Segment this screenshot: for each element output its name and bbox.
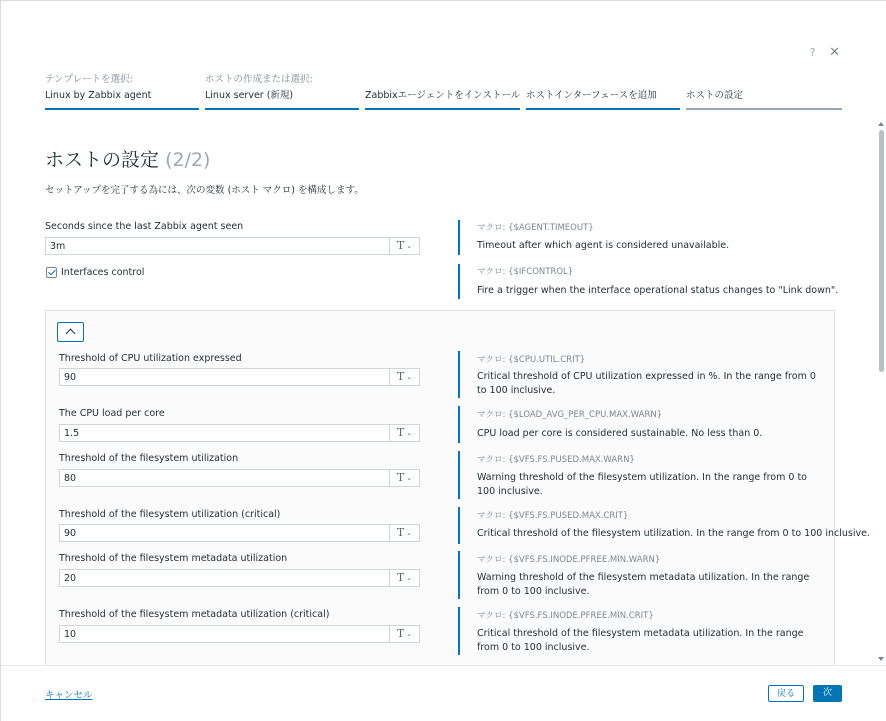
macro-name: マクロ: {$CPU.UTIL.CRIT}: [477, 355, 586, 365]
field-label: Seconds since the last Zabbix agent seen: [45, 221, 244, 232]
cpu-util-crit-input[interactable]: [60, 369, 393, 385]
macro-name: マクロ: {$LOAD_AVG_PER_CPU.MAX.WARN}: [477, 410, 663, 420]
macro-divider: [458, 406, 460, 443]
scroll-up-icon[interactable]: [878, 122, 884, 126]
fs-util-warn-field: [59, 469, 420, 487]
macro-name: マクロ: {$IFCONTROL}: [477, 267, 574, 277]
chevron-down-icon: ⌄: [406, 474, 413, 482]
scrollbar-thumb[interactable]: [879, 130, 884, 372]
step-add-interface[interactable]: [526, 74, 680, 110]
chevron-down-icon: ⌄: [406, 429, 413, 437]
close-icon[interactable]: ✕: [829, 45, 840, 60]
cpu-load-field: [59, 424, 420, 442]
step-value: Zabbixエージェントをインストール: [365, 90, 521, 101]
page-title: [45, 145, 210, 172]
checkbox-label: Interfaces control: [61, 267, 145, 278]
macro-name: マクロ: {$VFS.FS.INODE.PFREE.MIN.CRIT}: [477, 611, 654, 621]
step-create-host[interactable]: [205, 74, 359, 110]
step-value: ホストインターフェースを追加: [526, 90, 657, 101]
macro-description: Warning threshold of the filesystem metadata utilization. In the range from 0 to 100 inclusive.: [477, 572, 810, 597]
step-label: テンプレートを選択:: [45, 74, 133, 85]
field-label: Threshold of CPU utilization expressed: [59, 353, 242, 364]
agent-timeout-input[interactable]: [46, 238, 379, 254]
macro-description: Timeout after which agent is considered unavailable.: [477, 240, 730, 251]
fs-util-crit-field: [59, 524, 420, 542]
macro-type-button[interactable]: T ⌄: [389, 626, 419, 642]
step-label: ホストの作成または選択:: [205, 74, 313, 85]
field-label: Threshold of the filesystem utilization: [59, 453, 239, 464]
macro-divider: [458, 507, 460, 544]
next-button[interactable]: 次: [813, 685, 842, 702]
fs-inode-warn-input[interactable]: [60, 570, 393, 586]
macro-divider: [458, 551, 460, 599]
page-title-text: ホストの設定: [45, 149, 160, 171]
fs-util-crit-input[interactable]: [60, 525, 393, 541]
fs-inode-warn-field: [59, 569, 420, 587]
fs-inode-crit-field: [59, 625, 420, 643]
step-install-agent[interactable]: [365, 74, 520, 110]
dialog-actions: [800, 45, 840, 60]
chevron-down-icon: ⌄: [406, 574, 413, 582]
macro-divider: [458, 451, 460, 499]
macro-type-button[interactable]: T ⌄: [389, 525, 419, 541]
field-label: The CPU load per core: [59, 408, 165, 419]
back-button[interactable]: 戻る: [768, 685, 804, 702]
macro-type-button[interactable]: T ⌄: [389, 425, 419, 441]
macro-type-button[interactable]: T ⌄: [389, 470, 419, 486]
macro-type-button[interactable]: T ⌄: [389, 369, 419, 385]
collapse-button[interactable]: [57, 322, 84, 342]
macro-description: Critical threshold of CPU utilization expressed in %. In the range from 0 to 100 inclusive.: [477, 371, 816, 396]
chevron-down-icon: ⌄: [406, 529, 413, 537]
macro-name: マクロ: {$VFS.FS.PUSED.MAX.CRIT}: [477, 511, 629, 521]
chevron-down-icon: ⌄: [406, 242, 413, 250]
macro-divider: [458, 264, 460, 299]
macro-description: Warning threshold of the filesystem utilization. In the range from 0 to 100 inclusive.: [477, 472, 807, 497]
step-value: ホストの設定: [686, 90, 744, 101]
cpu-util-crit-field: [59, 368, 420, 386]
chevron-down-icon: ⌄: [406, 630, 413, 638]
agent-timeout-field: [45, 237, 420, 255]
step-host-settings[interactable]: [686, 74, 842, 110]
step-value: Linux server (新規): [205, 90, 294, 101]
macro-description: CPU load per core is considered sustainable. No less than 0.: [477, 428, 763, 439]
macro-description: Critical threshold of the filesystem metadata utilization. In the range from 0 to 100 inclusive.: [477, 628, 804, 653]
page-title-step: (2/2): [165, 149, 211, 171]
cancel-link[interactable]: キャンセル: [45, 690, 93, 701]
step-select-template[interactable]: [45, 74, 199, 110]
macro-name: マクロ: {$AGENT.TIMEOUT}: [477, 223, 594, 233]
field-label: Threshold of the filesystem metadata utilization: [59, 553, 288, 564]
scroll-down-icon[interactable]: [878, 657, 884, 661]
help-icon[interactable]: ?: [809, 46, 816, 59]
cpu-load-input[interactable]: [60, 425, 393, 441]
page-description: セットアップを完了する為には、次の変数 (ホスト マクロ) を構成します。: [45, 185, 364, 196]
field-label: Threshold of the filesystem utilization (critical): [59, 509, 281, 520]
macro-divider: [458, 607, 460, 655]
interfaces-control-checkbox[interactable]: [46, 267, 57, 278]
step-value: Linux by Zabbix agent: [45, 90, 152, 101]
wizard-steps: [45, 74, 842, 108]
field-label: Threshold of the filesystem metadata utilization (critical): [59, 609, 330, 620]
macro-divider: [458, 351, 460, 398]
fs-inode-crit-input[interactable]: [60, 626, 393, 642]
fs-util-warn-input[interactable]: [60, 470, 393, 486]
chevron-down-icon: ⌄: [406, 373, 413, 381]
macro-description: Fire a trigger when the interface operational status changes to "Link down".: [477, 285, 839, 296]
macro-divider: [458, 220, 460, 255]
macro-name: マクロ: {$VFS.FS.INODE.PFREE.MIN.WARN}: [477, 555, 661, 565]
macro-type-button[interactable]: T ⌄: [389, 238, 419, 254]
macro-type-button[interactable]: T ⌄: [389, 570, 419, 586]
macro-name: マクロ: {$VFS.FS.PUSED.MAX.WARN}: [477, 455, 635, 465]
dialog-footer: [1, 665, 886, 721]
macro-description: Critical threshold of the filesystem utilization. In the range from 0 to 100 inclusive.: [477, 528, 870, 539]
